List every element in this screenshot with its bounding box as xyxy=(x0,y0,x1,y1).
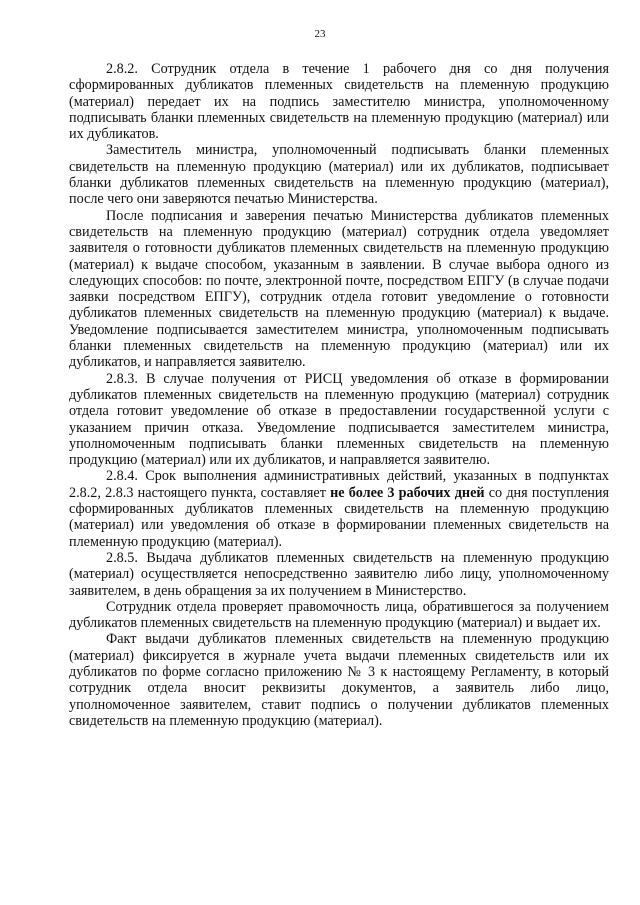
paragraph-2-8-4-text-after: со дня поступления сформированных дубликатов племенных свидетельств на племенную продукцию (материал) или уведомления об отказе в формировании племенных свидетельств на племенную продукцию (материал). xyxy=(69,484,609,550)
paragraph-2-8-3: 2.8.3. В случае получения от РИСЦ уведомления об отказе в формировании дубликатов племенных свидетельств на племенную продукцию (материал) сотрудник отдела готовит уведомление об отказе в предоставлении государственной услуги с указанием причин отказа. Уведомление подписывается заместителем министра, уполномоченным подписывать бланки племенных свидетельств на племенную продукцию (материал) или их дубликатов, и направляется заявителю. xyxy=(69,370,609,469)
paragraph-verification: Сотрудник отдела проверяет правомочность лица, обратившегося за получением дубликатов племенных свидетельств на племенную продукцию (материал) и выдает их. xyxy=(69,598,609,632)
deadline-bold-text: не более 3 рабочих дней xyxy=(330,484,485,501)
page-number: 23 xyxy=(314,28,326,40)
paragraph-deputy-minister-signs: Заместитель министра, уполномоченный подписывать бланки племенных свидетельств на племенную продукцию (материал) или их дубликатов, подписывает бланки дубликатов племенных свидетельств на племенную продукцию (материал), после чего они заверяются печатью Министерства. xyxy=(69,142,609,208)
paragraph-notification-readiness: После подписания и заверения печатью Министерства дубликатов племенных свидетельств на племенную продукцию (материал) сотрудник отдела уведомляет заявителя о готовности дубликатов племенных свидетельств на племенную продукцию (материал) к выдаче способом, указанным в заявлении. В случае выбора одного из следующих способов: по почте, электронной почте, посредством ЕПГУ (в случае подачи заявки посредством ЕПГУ), сотрудник отдела готовит уведомление о готовности дубликатов племенных свидетельств на племенную продукцию (материал) к выдаче. Уведомление подписывается заместителем министра, уполномоченным подписывать бланки племенных свидетельств на племенную продукцию (материал) или их дубликатов, и направляется заявителю. xyxy=(69,207,609,371)
paragraph-2-8-4 xyxy=(69,468,609,549)
paragraph-2-8-4-text-before: 2.8.4. Срок выполнения административных действий, указанных в подпунктах 2.8.2, 2.8.3 настоящего пункта, составляет xyxy=(69,468,609,501)
paragraph-2-8-2: 2.8.2. Сотрудник отдела в течение 1 рабочего дня со дня получения сформированных дубликатов племенных свидетельств на племенную продукцию (материал) передает их на подпись заместителю министра, уполномоченному подписывать бланки племенных свидетельств на племенную продукцию (материал) или их дубликатов. xyxy=(69,61,609,143)
paragraph-journal-record: Факт выдачи дубликатов племенных свидетельств на племенную продукцию (материал) фиксируется в журнале учета выдачи племенных свидетельств или их дубликатов по форме согласно приложению № 3 к настоящему Регламенту, в который сотрудник отдела вносит реквизиты документов, а заявитель либо лицо, уполномоченное заявителем, ставит подпись о получении дубликатов племенных свидетельств на племенную продукцию (материал). xyxy=(69,631,609,729)
document-body xyxy=(69,61,609,729)
paragraph-2-8-5: 2.8.5. Выдача дубликатов племенных свидетельств на племенную продукцию (материал) осуществляется непосредственно заявителю либо лицу, уполномоченному заявителем, в день обращения за их получением в Министерство. xyxy=(69,549,609,599)
